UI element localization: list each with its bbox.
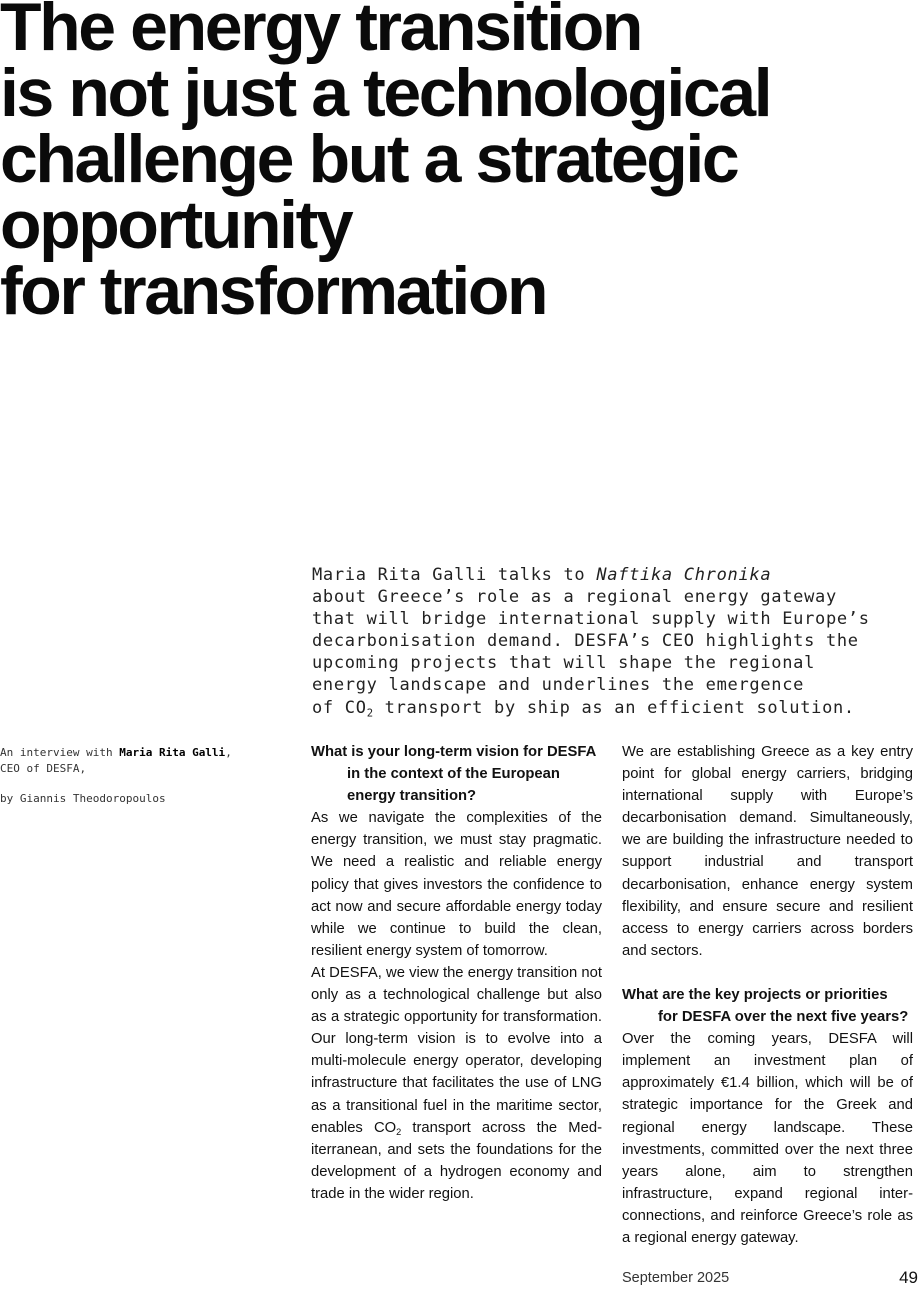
publication-name: Naftika Chronika bbox=[596, 565, 772, 585]
answer-paragraph bbox=[311, 962, 602, 1205]
article-column-2 bbox=[622, 741, 913, 1249]
headline-line: opportunity bbox=[0, 187, 352, 263]
issue-date: September 2025 bbox=[622, 1270, 730, 1286]
question-text: for DESFA over the next five years? bbox=[658, 1009, 909, 1026]
byline-comma: , bbox=[225, 746, 232, 759]
lead-text: of CO bbox=[312, 697, 367, 718]
headline-line: challenge but a strategic bbox=[0, 121, 738, 197]
lead-line: about Greece’s role as a regional energy gateway bbox=[312, 587, 837, 608]
byline-prefix: An interview with bbox=[0, 746, 120, 759]
lead-paragraph bbox=[312, 564, 912, 719]
headline-line: The energy transition bbox=[0, 0, 642, 65]
lead-line bbox=[312, 697, 912, 719]
article-column-1 bbox=[311, 741, 602, 1205]
lead-line: decarbonisation demand. DESFA’s CEO highlights the bbox=[312, 631, 859, 652]
page-number: 49 bbox=[899, 1268, 918, 1287]
answer-text: At DESFA, we view the energy transition not only as a technological challenge but also as a strategic opportunity for transformation. Our long-term vision is to evolve into a multi-molecule energy operator, developing infrastructure that facilitates the use of LNG as a transitional fuel in the maritime sector, enables CO bbox=[311, 964, 602, 1136]
lead-line: that will bridge international supply with Europe’s bbox=[312, 609, 870, 630]
author-credit: by Giannis Theodoropoulos bbox=[0, 792, 166, 805]
subscript: 2 bbox=[396, 1126, 402, 1137]
headline bbox=[0, 0, 912, 329]
question-text: What are the key projects or priorities bbox=[622, 986, 888, 1003]
byline bbox=[0, 745, 290, 807]
question-2 bbox=[622, 984, 913, 1028]
interviewee-role: CEO of DESFA, bbox=[0, 762, 87, 775]
question-text: What is your long-term vision for DESFA bbox=[311, 744, 597, 760]
question-text: in the context of the European energy transition? bbox=[347, 766, 560, 805]
headline-line: is not just a technological bbox=[0, 55, 771, 131]
interviewee-name: Maria Rita Galli bbox=[119, 746, 226, 759]
lead-text: Maria Rita Galli talks to bbox=[312, 565, 597, 585]
answer-paragraph: Over the coming years, DESFA will implement an investment plan of approximately €1.4 billion, which will be of strategic importance for the Greek and regional energy landscape. These investments, committed over the next three years alone, aim to strengthen infrastructure, expand regional interconnections, and reinforce Greece’s role as a regional energy gateway. bbox=[622, 1031, 913, 1246]
lead-line bbox=[312, 564, 912, 586]
answer-paragraph: We are establishing Greece as a key entry point for global energy carriers, bridging international supply with Europe’s decarbonisation demand. Simultaneously, we are building the infrastructure needed to support industrial and transport decarbonisation, enhance energy system flexibility, and ensure secure and resilient access to energy carriers across borders and sectors. bbox=[622, 744, 913, 959]
lead-line: upcoming projects that will shape the regional bbox=[312, 653, 816, 674]
lead-line: energy landscape and underlines the emergence bbox=[312, 675, 805, 696]
lead-text: transport by ship as an efficient solution. bbox=[373, 697, 855, 718]
byline-intro bbox=[0, 745, 290, 761]
question-1 bbox=[311, 741, 602, 807]
answer-text: transport across the Mediterranean, and sets the foundations for the development of a hydrogen economy and trade in the wider region. bbox=[311, 1119, 602, 1202]
subscript: 2 bbox=[366, 707, 374, 720]
headline-line: for transformation bbox=[0, 253, 547, 329]
answer-paragraph: As we navigate the complexities of the energy transition, we must stay pragmatic. We need a realistic and reliable energy policy that gives investors the confidence to act now and secure affordable energy today while we continue to build the clean, resilient energy system of tomorrow. bbox=[311, 810, 602, 959]
